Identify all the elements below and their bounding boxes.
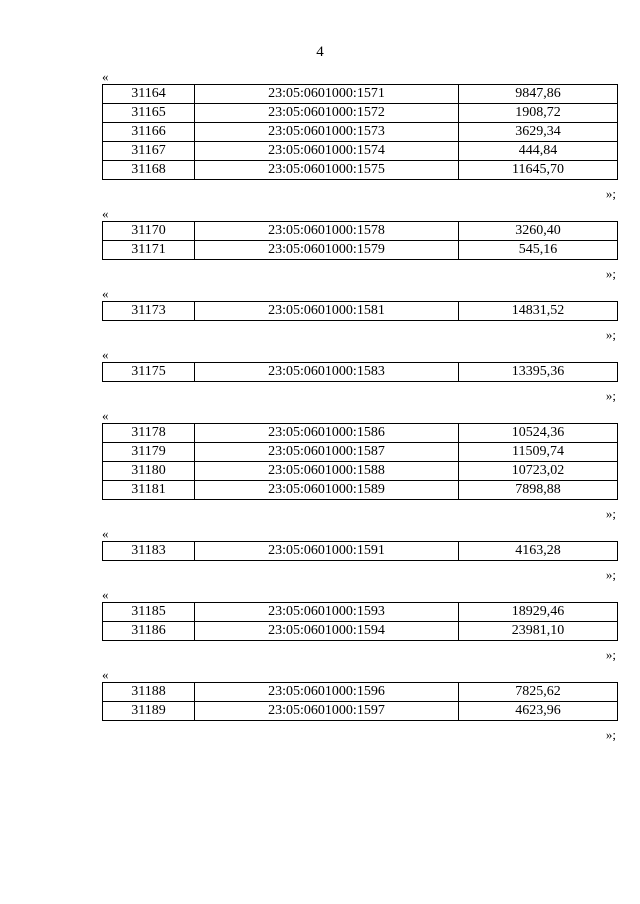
row-number-cell: 31178 bbox=[103, 424, 195, 443]
value-cell: 13395,36 bbox=[459, 363, 618, 382]
cadastral-number-cell: 23:05:0601000:1587 bbox=[195, 443, 459, 462]
opening-quote: « bbox=[102, 69, 109, 84]
value-cell: 7825,62 bbox=[459, 683, 618, 702]
value-cell: 4623,96 bbox=[459, 702, 618, 721]
cadastral-number-cell: 23:05:0601000:1583 bbox=[195, 363, 459, 382]
parcel-table bbox=[102, 682, 618, 721]
table-row bbox=[103, 161, 618, 180]
parcel-table bbox=[102, 423, 618, 500]
opening-quote: « bbox=[102, 667, 109, 682]
closing-quote: »; bbox=[605, 186, 616, 201]
value-cell: 9847,86 bbox=[459, 85, 618, 104]
opening-quote: « bbox=[102, 408, 109, 423]
closing-quote: »; bbox=[605, 727, 616, 742]
row-number-cell: 31166 bbox=[103, 123, 195, 142]
amendment-block bbox=[102, 70, 616, 201]
value-cell: 23981,10 bbox=[459, 622, 618, 641]
cadastral-number-cell: 23:05:0601000:1594 bbox=[195, 622, 459, 641]
value-cell: 3260,40 bbox=[459, 222, 618, 241]
row-number-cell: 31165 bbox=[103, 104, 195, 123]
value-cell: 7898,88 bbox=[459, 481, 618, 500]
table-row bbox=[103, 222, 618, 241]
table-row bbox=[103, 104, 618, 123]
row-number-cell: 31180 bbox=[103, 462, 195, 481]
parcel-table bbox=[102, 84, 618, 180]
amendment-block bbox=[102, 409, 616, 521]
amendment-block bbox=[102, 588, 616, 662]
cadastral-number-cell: 23:05:0601000:1579 bbox=[195, 241, 459, 260]
value-cell: 10723,02 bbox=[459, 462, 618, 481]
cadastral-number-cell: 23:05:0601000:1573 bbox=[195, 123, 459, 142]
table-row bbox=[103, 683, 618, 702]
opening-quote: « bbox=[102, 286, 109, 301]
row-number-cell: 31185 bbox=[103, 603, 195, 622]
amendment-block bbox=[102, 527, 616, 582]
parcel-table bbox=[102, 362, 618, 382]
table-row bbox=[103, 363, 618, 382]
cadastral-number-cell: 23:05:0601000:1593 bbox=[195, 603, 459, 622]
cadastral-number-cell: 23:05:0601000:1571 bbox=[195, 85, 459, 104]
closing-quote: »; bbox=[605, 327, 616, 342]
closing-quote: »; bbox=[605, 647, 616, 662]
value-cell: 1908,72 bbox=[459, 104, 618, 123]
value-cell: 11645,70 bbox=[459, 161, 618, 180]
cadastral-number-cell: 23:05:0601000:1578 bbox=[195, 222, 459, 241]
table-row bbox=[103, 542, 618, 561]
table-row bbox=[103, 622, 618, 641]
document-body bbox=[102, 70, 616, 748]
row-number-cell: 31188 bbox=[103, 683, 195, 702]
amendment-block bbox=[102, 668, 616, 742]
cadastral-number-cell: 23:05:0601000:1572 bbox=[195, 104, 459, 123]
closing-quote: »; bbox=[605, 388, 616, 403]
row-number-cell: 31171 bbox=[103, 241, 195, 260]
table-row bbox=[103, 85, 618, 104]
row-number-cell: 31189 bbox=[103, 702, 195, 721]
cadastral-number-cell: 23:05:0601000:1597 bbox=[195, 702, 459, 721]
table-row bbox=[103, 123, 618, 142]
cadastral-number-cell: 23:05:0601000:1575 bbox=[195, 161, 459, 180]
row-number-cell: 31164 bbox=[103, 85, 195, 104]
row-number-cell: 31167 bbox=[103, 142, 195, 161]
table-row bbox=[103, 603, 618, 622]
table-row bbox=[103, 481, 618, 500]
opening-quote: « bbox=[102, 526, 109, 541]
cadastral-number-cell: 23:05:0601000:1596 bbox=[195, 683, 459, 702]
row-number-cell: 31173 bbox=[103, 302, 195, 321]
row-number-cell: 31186 bbox=[103, 622, 195, 641]
table-row bbox=[103, 142, 618, 161]
table-row bbox=[103, 241, 618, 260]
opening-quote: « bbox=[102, 347, 109, 362]
closing-quote: »; bbox=[605, 506, 616, 521]
closing-quote: »; bbox=[605, 266, 616, 281]
parcel-table bbox=[102, 602, 618, 641]
value-cell: 3629,34 bbox=[459, 123, 618, 142]
value-cell: 14831,52 bbox=[459, 302, 618, 321]
value-cell: 18929,46 bbox=[459, 603, 618, 622]
amendment-block bbox=[102, 207, 616, 281]
value-cell: 444,84 bbox=[459, 142, 618, 161]
value-cell: 545,16 bbox=[459, 241, 618, 260]
parcel-table bbox=[102, 301, 618, 321]
cadastral-number-cell: 23:05:0601000:1591 bbox=[195, 542, 459, 561]
row-number-cell: 31175 bbox=[103, 363, 195, 382]
opening-quote: « bbox=[102, 587, 109, 602]
parcel-table bbox=[102, 541, 618, 561]
table-row bbox=[103, 424, 618, 443]
row-number-cell: 31183 bbox=[103, 542, 195, 561]
page-number: 4 bbox=[316, 44, 324, 60]
row-number-cell: 31170 bbox=[103, 222, 195, 241]
amendment-block bbox=[102, 287, 616, 342]
cadastral-number-cell: 23:05:0601000:1586 bbox=[195, 424, 459, 443]
table-row bbox=[103, 302, 618, 321]
opening-quote: « bbox=[102, 206, 109, 221]
value-cell: 10524,36 bbox=[459, 424, 618, 443]
cadastral-number-cell: 23:05:0601000:1588 bbox=[195, 462, 459, 481]
parcel-table bbox=[102, 221, 618, 260]
value-cell: 4163,28 bbox=[459, 542, 618, 561]
amendment-block bbox=[102, 348, 616, 403]
cadastral-number-cell: 23:05:0601000:1589 bbox=[195, 481, 459, 500]
cadastral-number-cell: 23:05:0601000:1581 bbox=[195, 302, 459, 321]
table-row bbox=[103, 443, 618, 462]
table-row bbox=[103, 702, 618, 721]
row-number-cell: 31179 bbox=[103, 443, 195, 462]
table-row bbox=[103, 462, 618, 481]
closing-quote: »; bbox=[605, 567, 616, 582]
value-cell: 11509,74 bbox=[459, 443, 618, 462]
cadastral-number-cell: 23:05:0601000:1574 bbox=[195, 142, 459, 161]
row-number-cell: 31181 bbox=[103, 481, 195, 500]
row-number-cell: 31168 bbox=[103, 161, 195, 180]
